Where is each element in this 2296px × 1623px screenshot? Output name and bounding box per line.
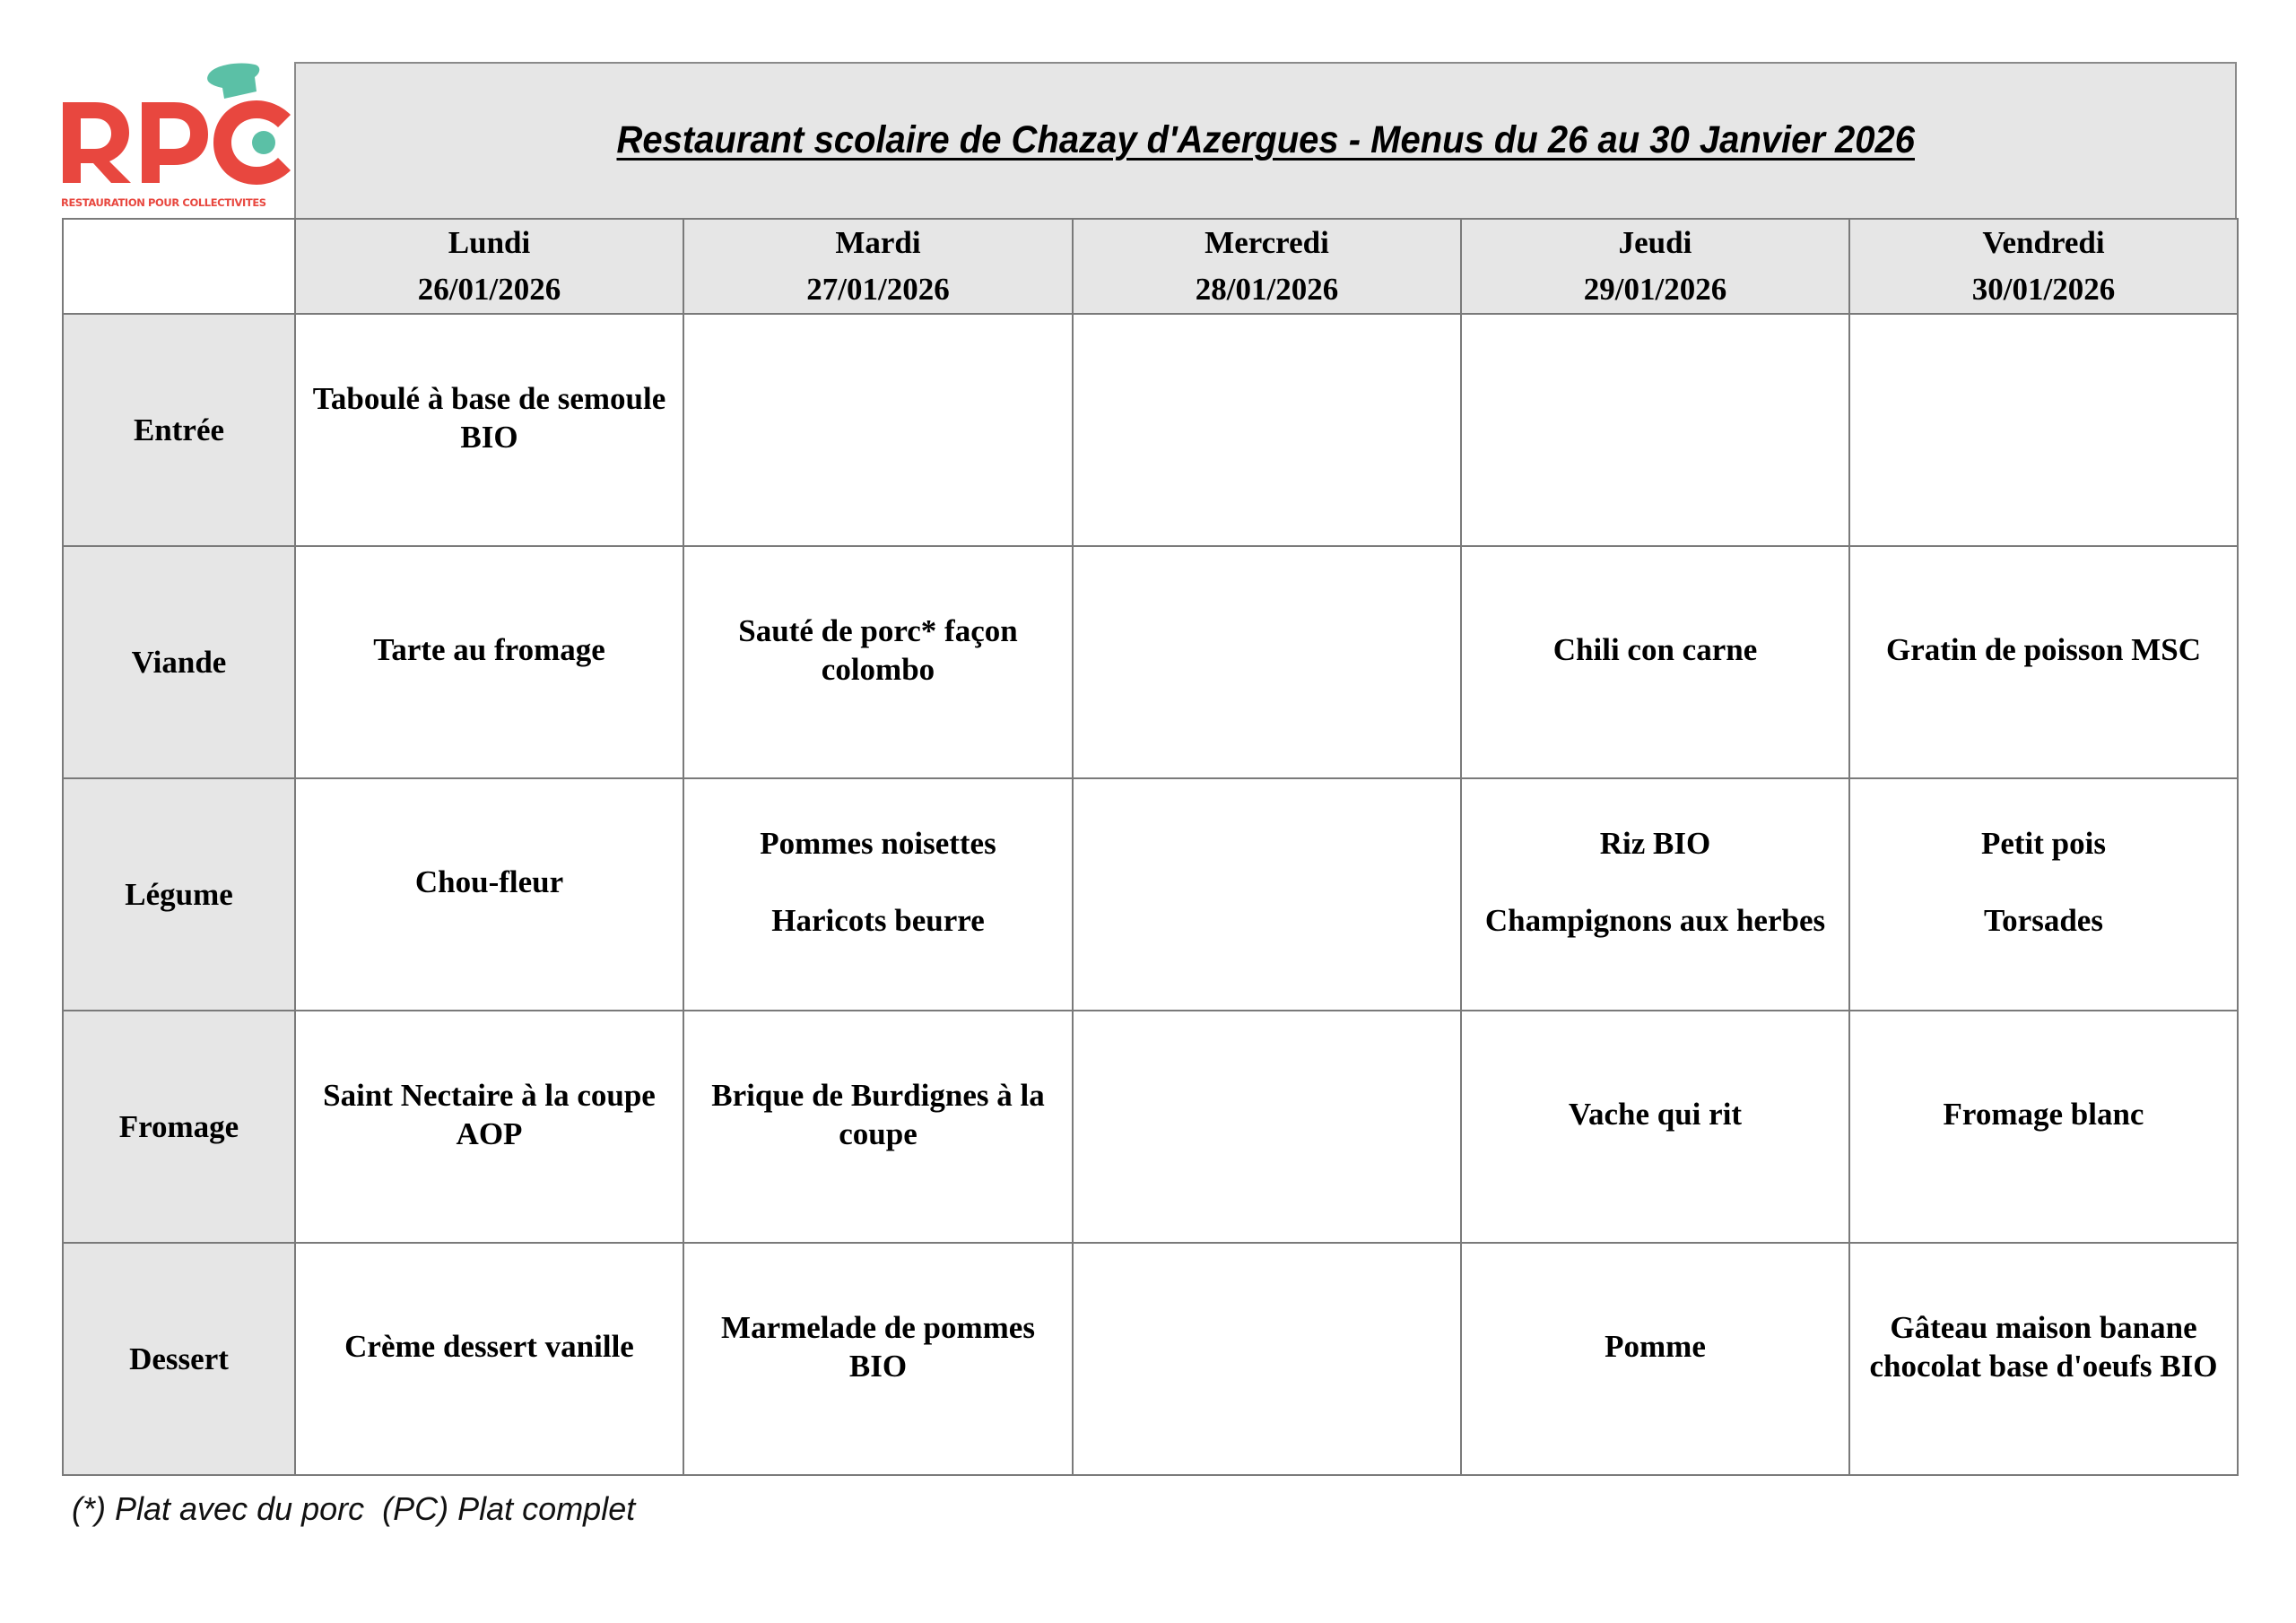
day-date: 29/01/2026 bbox=[1583, 272, 1727, 307]
menu-cell bbox=[683, 778, 1073, 1011]
menu-cell bbox=[1849, 1243, 2238, 1475]
menu-cell bbox=[683, 1011, 1073, 1243]
dish: Gâteau maison banane chocolat base d'oeufs BIO bbox=[1869, 1309, 2218, 1384]
day-date: 28/01/2026 bbox=[1195, 272, 1339, 307]
menu-cell bbox=[295, 1243, 683, 1475]
menu-cell bbox=[1461, 1011, 1849, 1243]
day-name: Lundi bbox=[448, 225, 531, 260]
menu-cell bbox=[1073, 1011, 1461, 1243]
row-legume bbox=[63, 778, 2238, 1011]
dish: Marmelade de pommes BIO bbox=[721, 1309, 1035, 1384]
logo-subtitle: RESTAURATION POUR COLLECTIVITES bbox=[61, 196, 266, 209]
menu-cell bbox=[295, 546, 683, 778]
row-label: Entrée bbox=[63, 314, 295, 546]
day-date: 27/01/2026 bbox=[806, 272, 950, 307]
rpc-logo-mark bbox=[56, 56, 298, 199]
menu-cell bbox=[1461, 1243, 1849, 1475]
row-label: Dessert bbox=[63, 1243, 295, 1475]
dish: Petit pois bbox=[1980, 826, 2106, 861]
dish: Chou-fleur bbox=[414, 864, 564, 899]
dish: Pommes noisettes bbox=[760, 826, 996, 861]
dish: Vache qui rit bbox=[1568, 1097, 1743, 1132]
menu-cell bbox=[1073, 546, 1461, 778]
day-header-mardi bbox=[683, 219, 1073, 314]
dish: Haricots beurre bbox=[771, 903, 985, 938]
day-name: Jeudi bbox=[1618, 225, 1692, 260]
rpc-logo bbox=[56, 56, 298, 217]
dish: Brique de Burdignes à la coupe bbox=[711, 1077, 1045, 1151]
menu-cell bbox=[683, 546, 1073, 778]
dish: Fromage blanc bbox=[1943, 1097, 2144, 1132]
menu-cell bbox=[1849, 778, 2238, 1011]
dish: Crème dessert vanille bbox=[344, 1329, 634, 1364]
day-header-lundi bbox=[295, 219, 683, 314]
footnote-legend: (*) Plat avec du porc (PC) Plat complet bbox=[72, 1490, 636, 1527]
header-row bbox=[63, 219, 2238, 314]
dish: Riz BIO bbox=[1599, 826, 1711, 861]
day-header-jeudi bbox=[1461, 219, 1849, 314]
menu-cell bbox=[683, 1243, 1073, 1475]
day-date: 30/01/2026 bbox=[1971, 272, 2116, 307]
day-date: 26/01/2026 bbox=[417, 272, 561, 307]
row-label: Fromage bbox=[63, 1011, 295, 1243]
day-header-mercredi bbox=[1073, 219, 1461, 314]
menu-cell bbox=[295, 314, 683, 546]
dish: Pomme bbox=[1605, 1329, 1706, 1364]
row-label: Viande bbox=[63, 546, 295, 778]
menu-cell bbox=[295, 778, 683, 1011]
row-label: Légume bbox=[63, 778, 295, 1011]
menu-cell bbox=[683, 314, 1073, 546]
dish: Gratin de poisson MSC bbox=[1885, 632, 2202, 667]
menu-cell bbox=[1849, 546, 2238, 778]
page-title: Restaurant scolaire de Chazay d'Azergues - Menus du 26 au 30 Janvier 2026 bbox=[616, 117, 1915, 161]
menu-cell bbox=[1461, 314, 1849, 546]
dish: Saint Nectaire à la coupe AOP bbox=[323, 1077, 656, 1151]
menu-cell bbox=[1461, 546, 1849, 778]
row-fromage bbox=[63, 1011, 2238, 1243]
chef-hat-icon bbox=[207, 64, 259, 100]
menu-table bbox=[62, 218, 2239, 1476]
day-name: Vendredi bbox=[1982, 225, 2105, 260]
menu-cell bbox=[1849, 1011, 2238, 1243]
menu-cell bbox=[1073, 314, 1461, 546]
dish: Taboulé à base de semoule BIO bbox=[312, 380, 666, 455]
menu-cell bbox=[1073, 778, 1461, 1011]
dish: Chili con carne bbox=[1552, 632, 1758, 667]
day-name: Mardi bbox=[835, 225, 921, 260]
row-dessert bbox=[63, 1243, 2238, 1475]
corner-cell bbox=[63, 219, 295, 314]
row-viande bbox=[63, 546, 2238, 778]
menu-cell bbox=[1073, 1243, 1461, 1475]
menu-cell bbox=[295, 1011, 683, 1243]
day-name: Mercredi bbox=[1205, 225, 1329, 260]
menu-cell bbox=[1461, 778, 1849, 1011]
day-header-vendredi bbox=[1849, 219, 2238, 314]
row-entree bbox=[63, 314, 2238, 546]
dish: Champignons aux herbes bbox=[1484, 903, 1826, 938]
title-bar bbox=[294, 62, 2237, 218]
dish: Sauté de porc* façon colombo bbox=[738, 612, 1018, 687]
dish: Tarte au fromage bbox=[373, 632, 605, 667]
dish: Torsades bbox=[1984, 903, 2103, 938]
menu-cell bbox=[1849, 314, 2238, 546]
